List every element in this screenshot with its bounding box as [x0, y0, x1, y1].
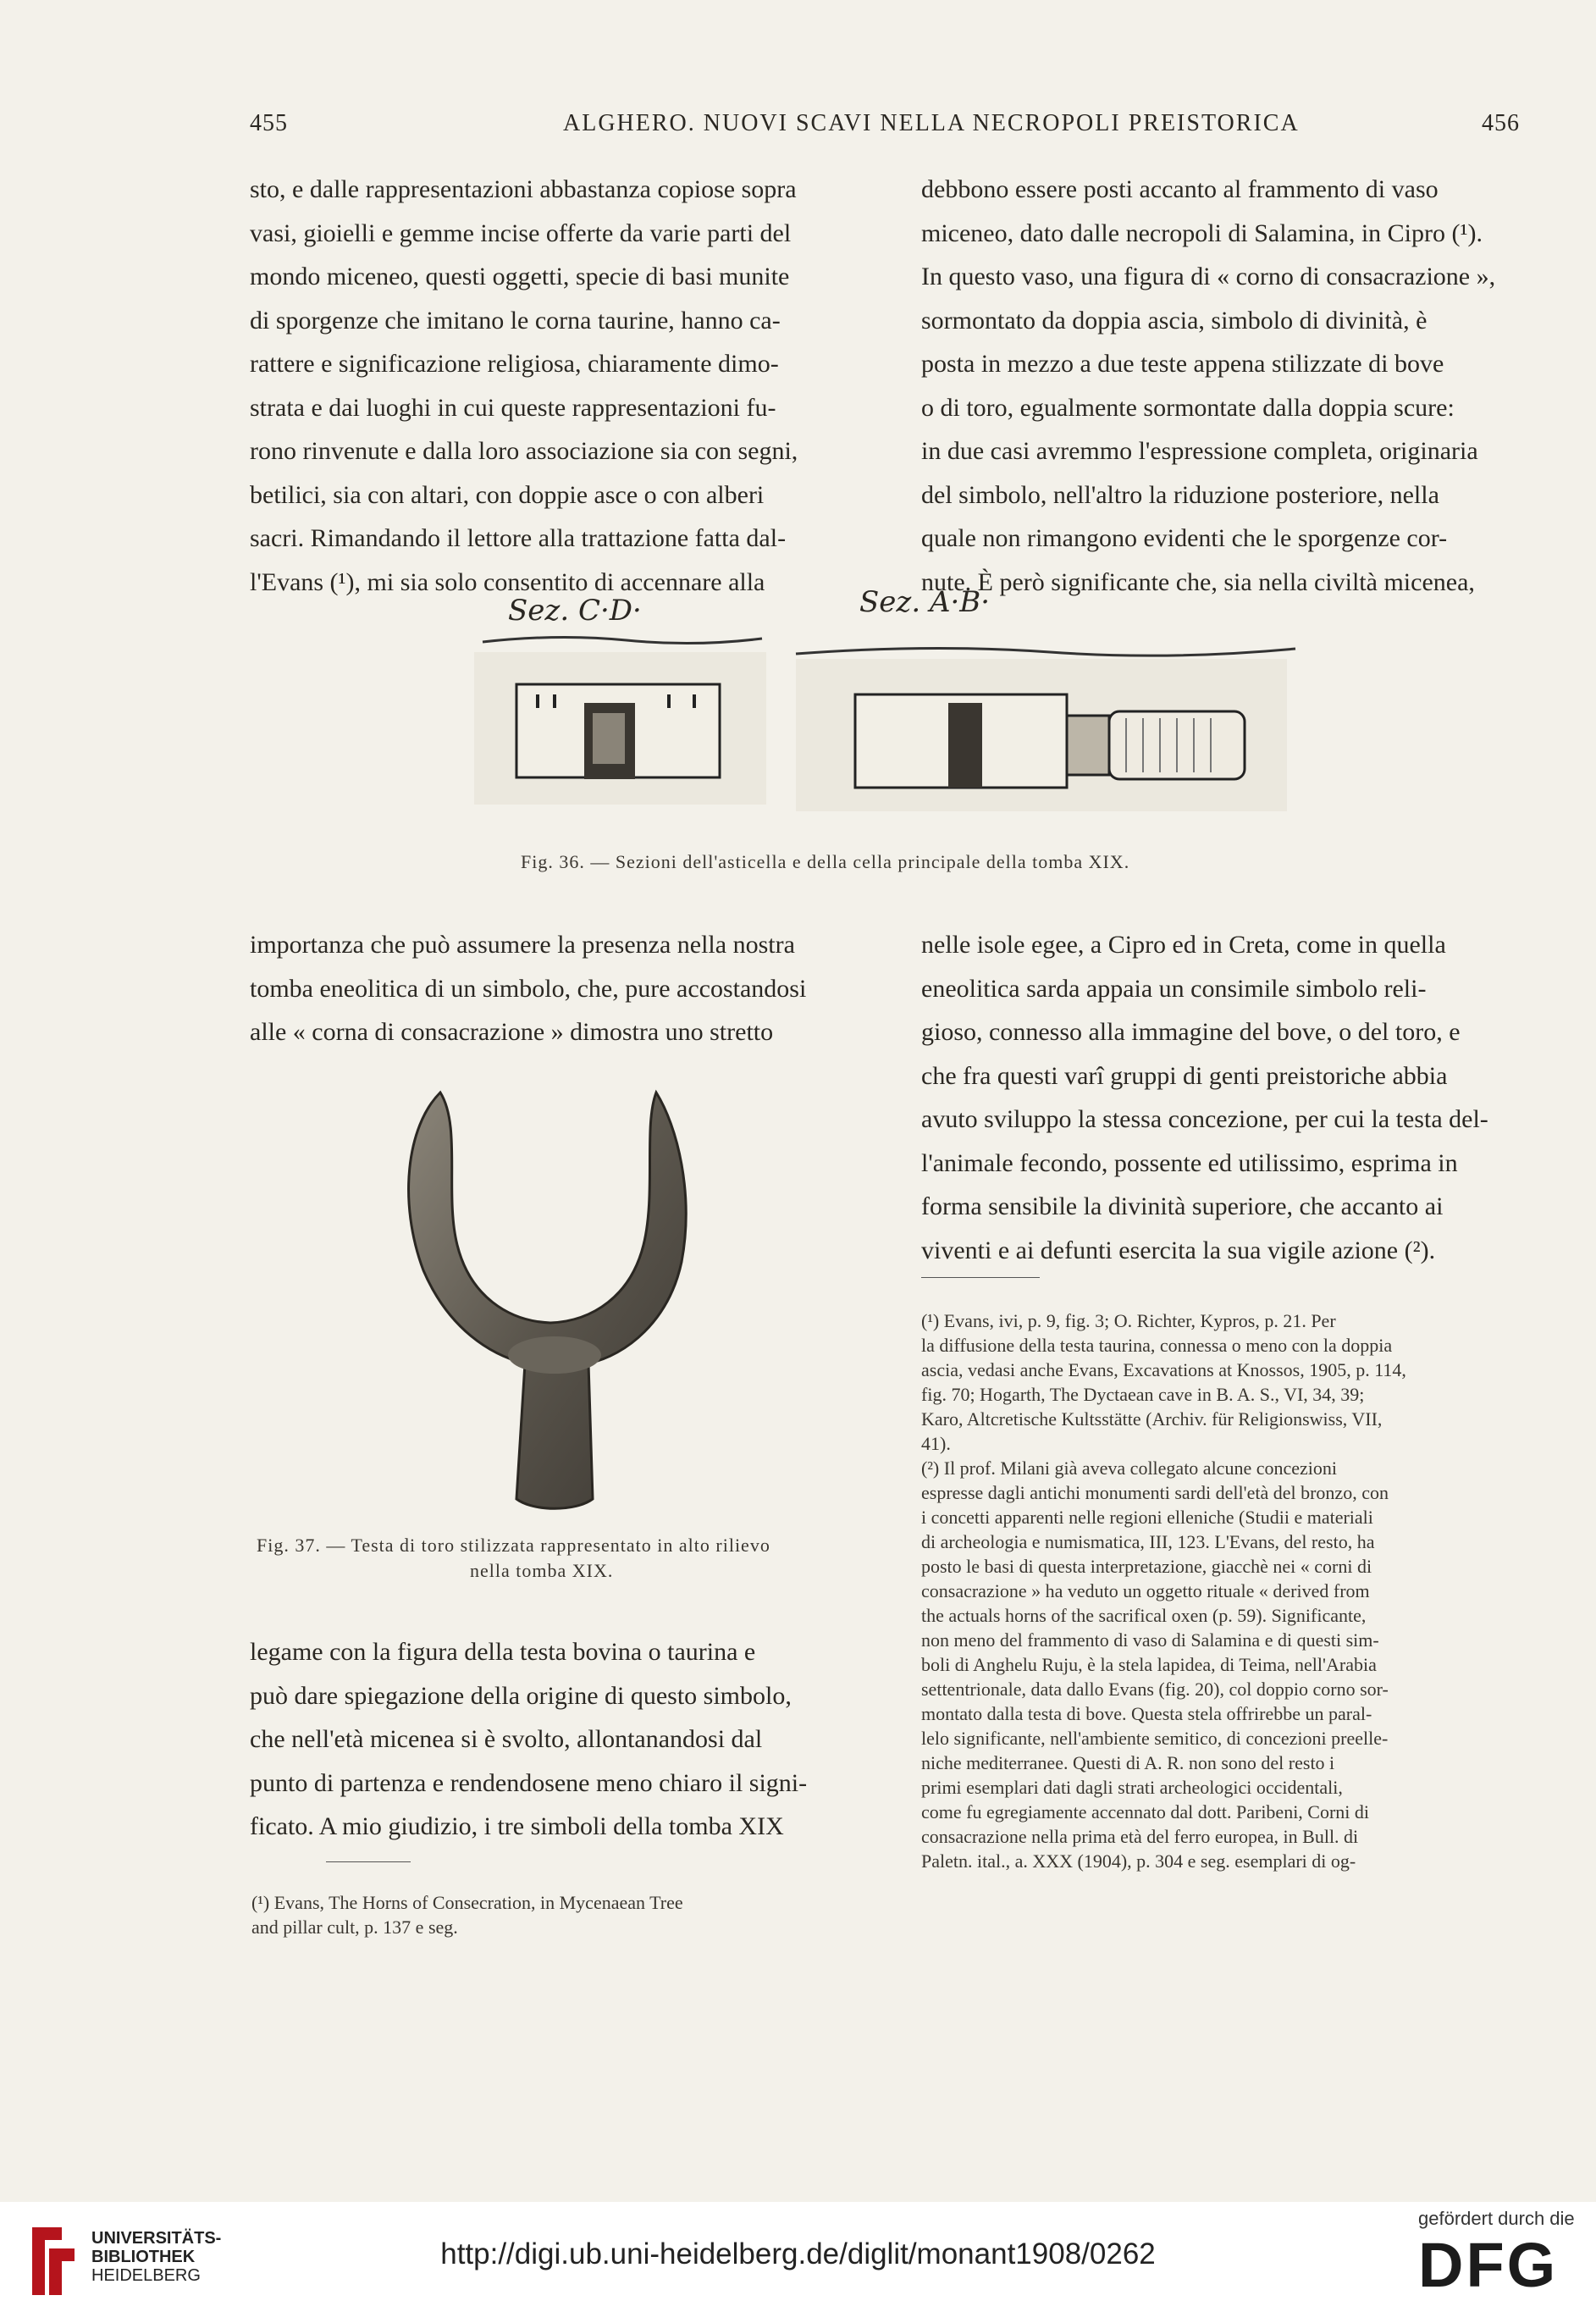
footnote-rule-left [326, 1861, 411, 1862]
text-line: del simbolo, nell'altro la riduzione posteriore, nella [921, 480, 1439, 509]
figure-37-caption-line-2: nella tomba XIX. [470, 1560, 614, 1581]
footnote-line: ascia, vedasi anche Evans, Excavations at Knossos, 1905, p. 114, [921, 1359, 1406, 1380]
text-line: può dare spiegazione della origine di questo simbolo, [250, 1681, 792, 1710]
right-column-middle [921, 923, 1522, 1272]
section-drawing [457, 576, 1304, 838]
text-line: miceneo, dato dalle necropoli di Salamina, in Cipro (¹). [921, 218, 1483, 247]
running-title: ALGHERO. NUOVI SCAVI NELLA NECROPOLI PREISTORICA [563, 110, 1300, 136]
funded-by-label: gefördert durch die [1418, 2208, 1575, 2229]
footnote-line: primi esemplari dati dagli strati archeologici occidentali, [921, 1777, 1343, 1798]
left-footnotes [251, 1890, 683, 1939]
text-line: che nell'età micenea si è svolto, allontanandosi dal [250, 1725, 763, 1753]
text-line: viventi e ai defunti esercita la sua vigile azione (²). [921, 1236, 1436, 1264]
text-line: l'Evans (¹), mi sia solo consentito di accennare alla [250, 567, 765, 596]
text-line: strata e dai luoghi in cui queste rappresentazioni fu- [250, 393, 776, 422]
text-line: eneolitica sarda appaia un consimile simbolo reli- [921, 974, 1427, 1003]
footnote-line: consacrazione nella prima età del ferro europea, in Bull. di [921, 1826, 1359, 1847]
text-line: legame con la figura della testa bovina o taurina e [250, 1638, 756, 1666]
text-line: alle « corna di consacrazione » dimostra uno stretto [250, 1018, 774, 1046]
text-line: debbono essere posti accanto al frammento di vaso [921, 175, 1439, 203]
ground-line-cd [483, 637, 762, 643]
running-header [250, 110, 1520, 144]
dfg-logo: DFG [1418, 2230, 1559, 2300]
text-line: sto, e dalle rappresentazioni abbastanza copiose sopra [250, 175, 797, 203]
text-line: tomba eneolitica di un simbolo, che, pure accostandosi [250, 974, 807, 1003]
text-line: in due casi avremmo l'espressione completa, originaria [921, 437, 1478, 465]
bull-head-shape [409, 1092, 687, 1508]
text-line: rattere e significazione religiosa, chiaramente dimo- [250, 350, 779, 378]
footnote-line: non meno del frammento di vaso di Salamina e di questi sim- [921, 1629, 1379, 1651]
right-column-top [921, 168, 1522, 604]
text-line: sormontato da doppia ascia, simbolo di divinità, è [921, 306, 1428, 335]
footnote-line: di archeologia e numismatica, III, 123. L'Evans, del resto, ha [921, 1531, 1375, 1552]
footnote-line: Paletn. ital., a. XXX (1904), p. 304 e seg. esemplari di og- [921, 1850, 1356, 1872]
label-sez-cd: Sez. C·D· [508, 594, 642, 628]
footnote-line: fig. 70; Hogarth, The Dyctaean cave in B. A. S., VI, 34, 39; [921, 1384, 1365, 1405]
left-column-top [250, 168, 864, 604]
text-line: nute. È però significante che, sia nella civiltà micenea, [921, 567, 1475, 596]
university-library-name: UNIVERSITÄTS- BIBLIOTHEK HEIDELBERG [91, 2229, 222, 2285]
footnote-line: 41). [921, 1433, 951, 1454]
text-line: o di toro, egualmente sormontate dalla doppia scure: [921, 393, 1455, 422]
text-line: posta in mezzo a due teste appena stilizzate di bove [921, 350, 1444, 378]
footnote-line: la diffusione della testa taurina, connessa o meno con la doppia [921, 1335, 1393, 1356]
footnote-line: i concetti apparenti nelle regioni elleniche (Studii e materiali [921, 1507, 1373, 1528]
right-footnotes [921, 1308, 1406, 1873]
passage-ab [1067, 716, 1109, 775]
figure-37-caption-line-1: Fig. 37. — Testa di toro stilizzata rappresentato in alto rilievo [257, 1535, 770, 1556]
text-line: importanza che può assumere la presenza nella nostra [250, 931, 795, 959]
text-line: forma sensibile la divinità superiore, che accanto ai [921, 1192, 1444, 1220]
doorway-ab [948, 703, 982, 788]
permalink-url[interactable]: http://digi.ub.uni-heidelberg.de/diglit/monant1908/0262 [440, 2237, 1156, 2270]
footnote-line: (²) Il prof. Milani già aveva collegato alcune concezioni [921, 1457, 1337, 1479]
text-line: In questo vaso, una figura di « corno di consacrazione », [921, 263, 1496, 290]
footnote-line: (¹) Evans, ivi, p. 9, fig. 3; O. Richter, Kypros, p. 21. Per [921, 1310, 1336, 1331]
muzzle-shade [508, 1336, 601, 1374]
text-line: vasi, gioielli e gemme incise offerte da varie parti del [250, 218, 792, 247]
text-line: sacri. Rimandando il lettore alla trattazione fatta dal- [250, 524, 787, 552]
footnote-rule-right [921, 1277, 1040, 1278]
figure-36 [457, 576, 1304, 838]
figure-36-caption: Fig. 36. — Sezioni dell'asticella e della cella principale della tomba XIX. [521, 851, 1130, 872]
footnote-line: montato dalla testa di bove. Questa stela offrirebbe un paral- [921, 1703, 1372, 1724]
figure-37 [389, 1076, 711, 1516]
label-sez-ab: Sez. A·B· [859, 585, 991, 619]
footnote-line: espresse dagli antichi monumenti sardi dell'età del bronzo, con [921, 1482, 1389, 1503]
bull-head-drawing [389, 1076, 711, 1516]
text-line: betilici, sia con altari, con doppie asce o con alberi [250, 480, 765, 509]
footnote-line: Karo, Altcretische Kultsstätte (Archiv. für Religionswiss, VII, [921, 1408, 1383, 1430]
text-line: di sporgenze che imitano le corna taurine, hanno ca- [250, 306, 781, 335]
footnote-line: come fu egregiamente accennato dal dott. Paribeni, Corni di [921, 1801, 1370, 1822]
footnote-line: niche mediterranee. Questi di A. R. non sono del resto i [921, 1752, 1335, 1773]
text-line: nelle isole egee, a Cipro ed in Creta, come in quella [921, 931, 1446, 959]
page-number-left: 455 [250, 110, 288, 136]
footnote-line: the actuals horns of the sacrifical oxen (p. 59). Significante, [921, 1605, 1367, 1626]
footnote-line: and pillar cult, p. 137 e seg. [251, 1916, 458, 1938]
footnote-line: lelo significante, nell'ambiente semitico, di concezioni preelle- [921, 1728, 1389, 1749]
footnote-line: boli di Anghelu Ruju, è la stela lapidea, di Teima, nell'Arabia [921, 1654, 1377, 1675]
doorway-inner-cd [593, 713, 625, 764]
text-line: punto di partenza e rendendosene meno chiaro il signi- [250, 1768, 808, 1797]
text-line: quale non rimangono evidenti che le sporgenze cor- [921, 524, 1448, 552]
left-column-middle [250, 923, 864, 1054]
text-line: ficato. A mio giudizio, i tre simboli della tomba XIX [250, 1812, 784, 1840]
footnote-line: consacrazione » ha veduto un oggetto rituale « derived from [921, 1580, 1370, 1601]
footnote-line: (¹) Evans, The Horns of Consecration, in Mycenaean Tree [251, 1892, 683, 1913]
text-line: l'animale fecondo, possente ed utilissimo, esprima in [921, 1148, 1458, 1177]
text-line: gioso, connesso alla immagine del bove, o del toro, e [921, 1018, 1461, 1046]
text-line: avuto sviluppo la stessa concezione, per cui la testa del- [921, 1105, 1488, 1133]
text-line: che fra questi varî gruppi di genti preistoriche abbia [921, 1061, 1448, 1090]
text-line: mondo miceneo, questi oggetti, specie di basi munite [250, 263, 790, 290]
footnote-line: settentrionale, data dallo Evans (fig. 20), col doppio corno sor- [921, 1679, 1389, 1700]
left-column-bottom [250, 1630, 864, 1849]
text-line: rono rinvenute e dalla loro associazione sia con segni, [250, 437, 798, 465]
footnote-line: posto le basi di questa interpretazione, giacchè nei « corni di [921, 1556, 1372, 1577]
page-number-right: 456 [1482, 110, 1520, 136]
ground-line-ab [796, 648, 1295, 655]
